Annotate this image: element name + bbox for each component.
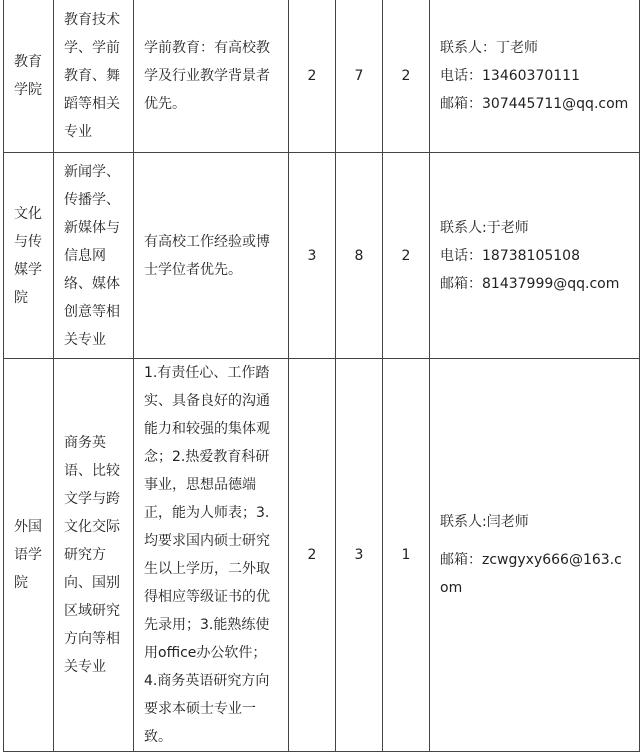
count-cell-3: 1 xyxy=(383,359,430,752)
contact-phone: 电话：13460370111 xyxy=(440,67,580,84)
requirements-cell: 学前教育：有高校教学及行业教学背景者优先。 xyxy=(134,0,289,153)
count-cell-2: 8 xyxy=(336,153,383,359)
table-row xyxy=(4,0,640,153)
count-cell-3: 2 xyxy=(383,153,430,359)
contact-person: 联系人:于老师 xyxy=(440,219,529,236)
contact-email: 邮箱：307445711@qq.com xyxy=(440,95,629,112)
count-cell-1: 2 xyxy=(289,359,336,752)
major-cell: 教育技术学、学前教育、舞蹈等相关专业 xyxy=(54,0,134,153)
contact-cell xyxy=(430,0,640,153)
count-cell-1: 2 xyxy=(289,0,336,153)
contact-phone: 电话：18738105108 xyxy=(440,247,580,264)
contact-email: 邮箱：zcwgyxy666@163.com xyxy=(440,552,622,596)
table-row xyxy=(4,153,640,359)
contact-person: 联系人:闫老师 xyxy=(440,514,529,530)
contact-cell xyxy=(430,359,640,752)
contact-cell xyxy=(430,153,640,359)
table-row xyxy=(4,359,640,752)
contact-person: 联系人：丁老师 xyxy=(440,39,538,56)
recruitment-table xyxy=(3,0,640,752)
college-cell: 教育学院 xyxy=(4,0,54,153)
major-cell: 新闻学、传播学、新媒体与信息网络、媒体创意等相关专业 xyxy=(54,153,134,359)
requirements-cell: 1.有责任心、工作踏实、具备良好的沟通能力和较强的集体观念；2.热爱教育科研事业，思想品德端正，能为人师表；3.均要求国内硕士研究生以上学历，二外取得相应等级证书的优先录用；3.能熟练使用office办公软件；4.商务英语研究方向要求本硕士专业一致。 xyxy=(134,359,289,752)
count-cell-2: 7 xyxy=(336,0,383,153)
contact-email: 邮箱：81437999@qq.com xyxy=(440,275,620,292)
major-cell: 商务英语、比较文学与跨文化交际研究方向、国别区域研究方向等相关专业 xyxy=(54,359,134,752)
college-cell: 文化与传媒学院 xyxy=(4,153,54,359)
count-cell-2: 3 xyxy=(336,359,383,752)
count-cell-1: 3 xyxy=(289,153,336,359)
college-cell: 外国语学院 xyxy=(4,359,54,752)
count-cell-3: 2 xyxy=(383,0,430,153)
requirements-cell: 有高校工作经验或博士学位者优先。 xyxy=(134,153,289,359)
